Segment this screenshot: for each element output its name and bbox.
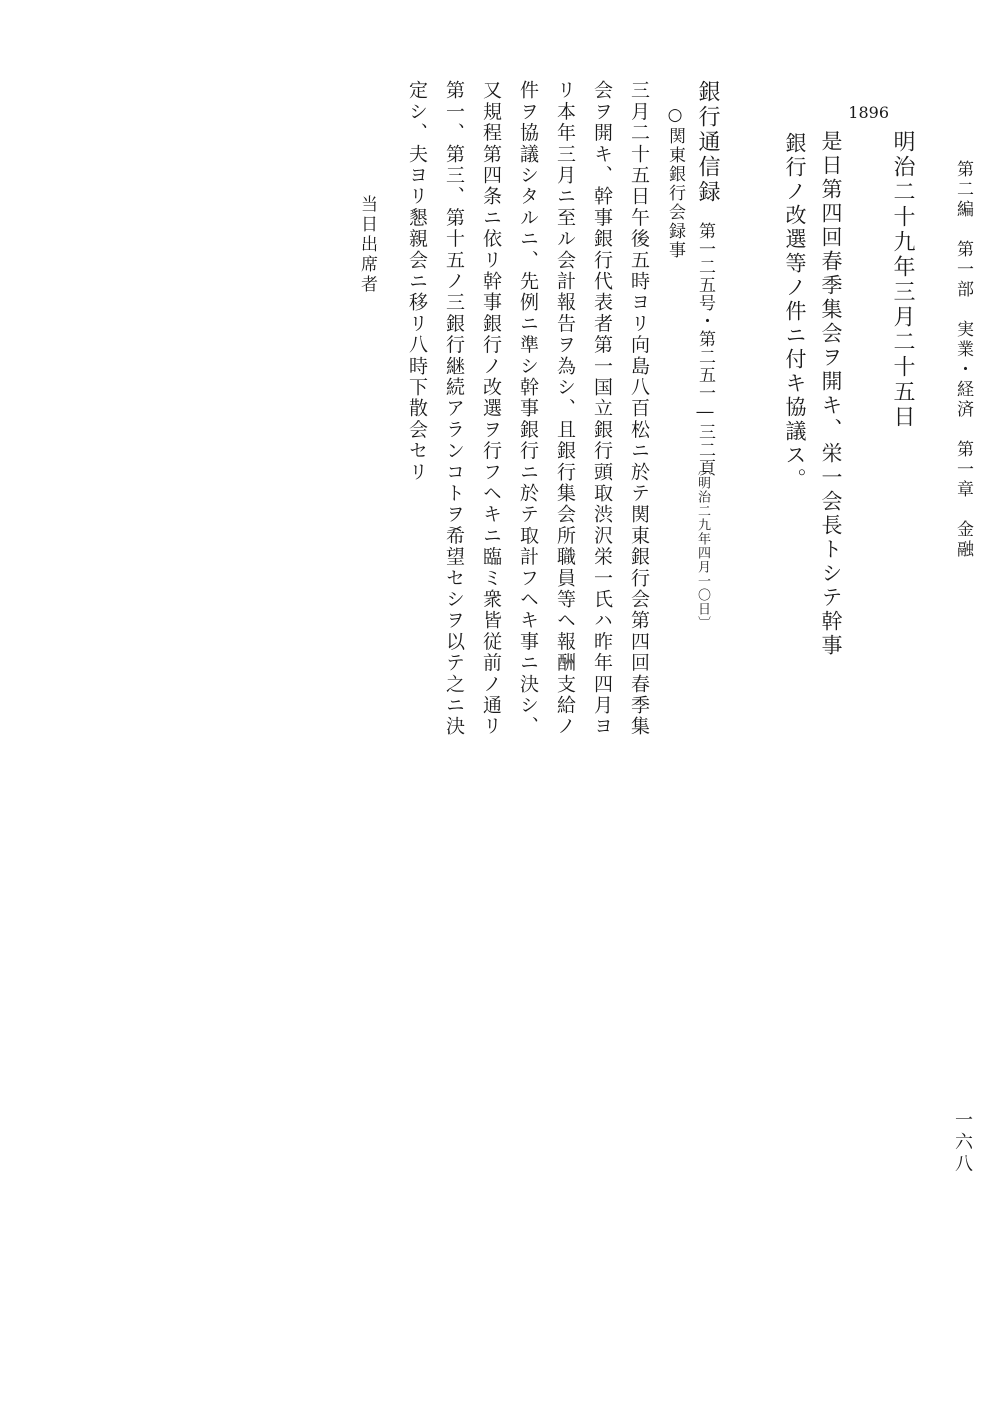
source-title: 銀行通信録 [695, 80, 720, 205]
year-note: 1896 [848, 103, 889, 122]
body-text-line: リ本年三月ニ至ル会計報告ヲ為シ、且銀行集会所職員等ヘ報酬支給ノ [554, 80, 576, 738]
entry-summary-line: 銀行ノ改選等ノ件ニ付キ協議ス。 [783, 132, 807, 492]
running-head: 第二編 第一部 実業・経済 第一章 金融 [953, 160, 973, 560]
source-date: 〔明治二九年四月一〇日〕 [695, 462, 710, 630]
body-text-line: 件ヲ協議シタルニ、先例ニ準シ幹事銀行ニ於テ取計フヘキ事ニ決シ、 [517, 80, 539, 738]
body-text-line: 会ヲ開キ、幹事銀行代表者第一国立銀行頭取渋沢栄一氏ハ昨年四月ヨ [591, 80, 613, 738]
body-text-line: 定シ、夫ヨリ懇親会ニ移リ八時下散会セリ [406, 80, 428, 483]
body-text-line: 第一、第三、第十五ノ三銀行継続アランコトヲ希望セシヲ以テ之ニ決 [443, 80, 465, 738]
body-text-line: 又規程第四条ニ依リ幹事銀行ノ改選ヲ行フヘキニ臨ミ衆皆従前ノ通リ [480, 80, 502, 738]
body-text-line: 三月二十五日午後五時ヨリ向島八百松ニ於テ関東銀行会第四回春季集 [628, 80, 650, 738]
section-title: ○関東銀行会録事 [665, 105, 685, 260]
entry-date: 明治二十九年三月二十五日 [890, 130, 915, 430]
page-number: 一六八 [952, 1110, 973, 1176]
source-reference: 第一二五号・第二五一―三二頁 [695, 222, 715, 477]
attendees-heading: 当日出席者 [357, 195, 377, 295]
entry-summary-line: 是日第四回春季集会ヲ開キ、栄一会長トシテ幹事 [819, 130, 843, 658]
